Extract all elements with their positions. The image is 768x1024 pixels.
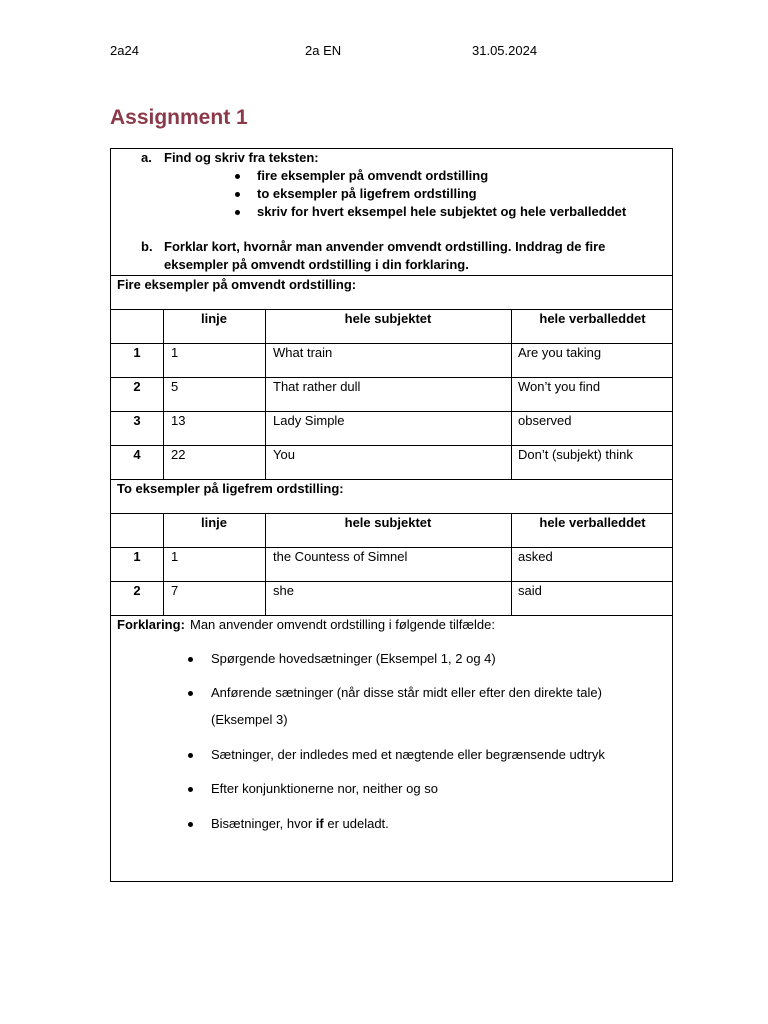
bullet-icon [188, 691, 193, 696]
header-date: 31.05.2024 [472, 43, 538, 58]
task-a-marker: a. [141, 150, 152, 165]
table-cell-verbal: asked [518, 549, 553, 564]
forklaring-label: Forklaring: [117, 617, 185, 632]
forklaring-item: (Eksempel 3) [211, 712, 288, 727]
table-cell-subjekt: What train [273, 345, 333, 360]
table-cell-linje: 13 [171, 413, 186, 428]
table-cell-subjekt: That rather dull [273, 379, 361, 394]
table-cell-linje: 22 [171, 447, 186, 462]
table-cell-verbal: said [518, 583, 542, 598]
table-cell-verbal: Don’t (subjekt) think [518, 447, 633, 462]
forklaring-intro: Man anvender omvendt ordstilling i følgende tilfælde: [190, 617, 495, 632]
table-cell-verbal: Are you taking [518, 345, 602, 360]
table-row-num: 4 [133, 447, 141, 462]
table1-col-subjekt: hele subjektet [344, 311, 432, 326]
task-a-bullet: skriv for hvert eksempel hele subjektet og hele verballeddet [257, 204, 627, 219]
table2-heading: To eksempler på ligefrem ordstilling: [117, 481, 344, 496]
table2-col-verbal: hele verballeddet [539, 515, 646, 530]
forklaring-item-last [211, 816, 389, 831]
table-row-num: 3 [133, 413, 141, 428]
table1-col-verbal: hele verballeddet [539, 311, 646, 326]
forklaring-item: Anførende sætninger (når disse står midt eller efter den direkte tale) [211, 685, 602, 700]
task-a-bullet: fire eksempler på omvendt ordstilling [257, 168, 489, 183]
forklaring-item: Efter konjunktionerne nor, neither og so [211, 781, 438, 796]
task-a-text: Find og skriv fra teksten: [164, 150, 319, 165]
table-cell-linje: 1 [171, 549, 179, 564]
table2-col-subjekt: hele subjektet [344, 515, 432, 530]
bullet-icon [188, 822, 193, 827]
table-cell-linje: 1 [171, 345, 179, 360]
table-cell-linje: 7 [171, 583, 179, 598]
table1-heading: Fire eksempler på omvendt ordstilling: [117, 277, 357, 292]
forklaring-last-bold: if [315, 816, 324, 831]
task-b-marker: b. [141, 239, 153, 254]
bullet-icon [235, 174, 240, 179]
table-cell-subjekt: Lady Simple [273, 413, 345, 428]
task-b-line: Forklar kort, hvornår man anvender omvendt ordstilling. Inddrag de fire [164, 239, 606, 254]
table-cell-subjekt: she [273, 583, 294, 598]
table-cell-verbal: observed [518, 413, 572, 428]
table-cell-subjekt: the Countess of Simnel [273, 549, 408, 564]
page-title: Assignment 1 [110, 106, 248, 129]
bullet-icon [188, 787, 193, 792]
bullet-icon [188, 657, 193, 662]
header-class: 2a24 [110, 43, 139, 58]
bullet-icon [188, 753, 193, 758]
bullet-icon [235, 210, 240, 215]
table-row-num: 2 [133, 583, 141, 598]
table-row-num: 2 [133, 379, 141, 394]
forklaring-last-post: er udeladt. [323, 816, 389, 831]
table-cell-linje: 5 [171, 379, 179, 394]
table2-col-linje: linje [200, 515, 227, 530]
table-row-num: 1 [133, 549, 141, 564]
table-row-num: 1 [133, 345, 141, 360]
task-b-line: eksempler på omvendt ordstilling i din forklaring. [164, 257, 469, 272]
task-a-bullet: to eksempler på ligefrem ordstilling [257, 186, 477, 201]
forklaring-item: Sætninger, der indledes med et nægtende eller begrænsende udtryk [211, 747, 605, 762]
table1-col-linje: linje [200, 311, 227, 326]
table-cell-subjekt: You [273, 447, 295, 462]
forklaring-last-pre: Bisætninger, hvor [211, 816, 316, 831]
bullet-icon [235, 192, 240, 197]
table-cell-verbal: Won’t you find [518, 379, 601, 394]
assignment-box [110, 148, 673, 882]
header-subject: 2a EN [305, 43, 342, 58]
forklaring-item: Spørgende hovedsætninger (Eksempel 1, 2 og 4) [211, 651, 496, 666]
